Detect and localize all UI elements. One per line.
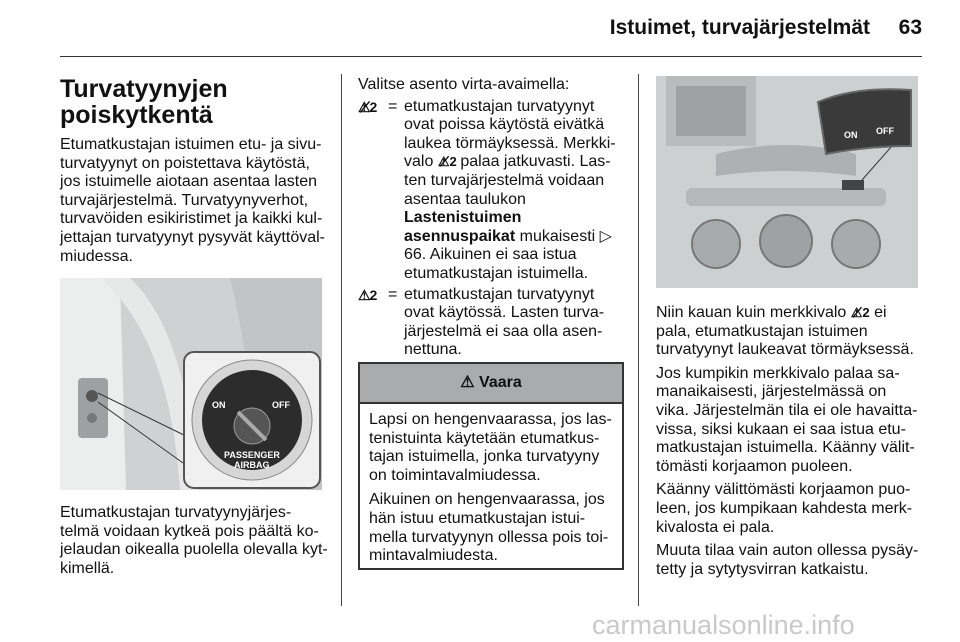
figure-label-passenger: PASSENGER — [224, 450, 280, 461]
indicator-paragraph — [656, 304, 922, 360]
column-3 — [656, 76, 922, 584]
warning-header — [360, 364, 622, 404]
page-reference[interactable]: 66 — [404, 246, 422, 264]
warning-box — [358, 362, 624, 570]
warning-title: Vaara — [479, 374, 522, 391]
column-divider-1 — [341, 74, 342, 606]
indicator-text-b: ei pala, etumatkustajan istuimen turvatyynyt laukeavat törmäyksessä. — [656, 304, 914, 359]
heading-line-1: Turvatyynyjen — [60, 75, 228, 103]
column-2 — [358, 76, 624, 362]
item-off-text-b: palaa jatkuvasti. Las-ten turvajärjestelmä voidaan asentaa taulukon — [404, 153, 611, 208]
heading-line-2: poiskytkentä — [60, 101, 213, 129]
warning-icon: ⚠ — [460, 374, 475, 391]
item-off-text-c: mukaisesti — [519, 227, 596, 245]
warning-paragraph-2: Aikuinen on hengenvaarassa, jos hän istuu etumatkustajan istui-mella turvatyynyn ollessa pois toi-mintavalmiudesta. — [369, 491, 609, 565]
dash-label-off: OFF — [876, 126, 894, 136]
airbag-off-icon: ⚠̸2 — [358, 98, 377, 115]
warning-body — [360, 404, 622, 566]
airbag-off-inline-icon: ⚠̸2 — [437, 154, 461, 170]
page-reference-arrow-icon: ▷ — [599, 227, 612, 245]
figure-label-airbag: AIRBAG — [234, 460, 270, 471]
warning-paragraph-1: Lapsi on hengenvaarassa, jos las-tenistuinta käytetään etumatkus-tajan istuimella, jonka turvatyyny on toimintavalmiudessa. — [369, 411, 612, 484]
change-status-paragraph: Muuta tilaa vain auton ollessa pysäy-tetty ja sytytysvirran katkaistu. — [656, 542, 919, 578]
watermark: carmanualsonline.info — [592, 610, 855, 640]
figure-caption: Etumatkustajan turvatyynyjärjes-telmä voidaan kytkeä pois päältä ko-jelaudan oikealla puolella olevalla kyt-kimellä. — [60, 504, 328, 577]
intro-paragraph: Etumatkustajan istuimen etu- ja sivu-turvatyynyt on poistettava käytöstä, jos istuimelle aiotaan asentaa lasten turvajärjestelmä. Turvatyynyverhot, turvavöiden esikiristimet ja kaikki kul-jettajan turvatyynyt pysyvät käyttöval-miudessa. — [60, 136, 325, 265]
item-on — [358, 286, 624, 360]
switch-illustration — [60, 278, 322, 490]
column-1 — [60, 76, 328, 584]
item-off-text-a: etumatkustajan turvatyynyt ovat poissa käytöstä eivätkä laukea törmäyksessä. Merkki-valo — [404, 97, 616, 171]
airbag-off-inline-icon: ⚠̸2 — [850, 305, 870, 320]
dashboard-illustration — [656, 76, 918, 288]
no-lights-paragraph: Käänny välittömästi korjaamon puo-leen, jos kumpikaan kahdesta merk-kivalosta ei pala. — [656, 481, 913, 536]
equals-sign: = — [388, 285, 398, 303]
figure-label-on: ON — [212, 400, 226, 411]
header-rule — [60, 56, 922, 57]
both-lights-paragraph: Jos kumpikin merkkivalo palaa sa-manaikaisesti, järjestelmässä on vika. Järjestelmän tila ei ole havaitta-vissa, siksi kukaan ei saa istua etu-matkustajan istuimella. Käänny välit-tömästi korjaamon puoleen. — [656, 364, 918, 475]
item-off — [358, 98, 624, 284]
item-off-text-d: . Aikuinen ei saa istua etumatkustajan istuimella. — [404, 246, 589, 282]
section-heading — [60, 76, 328, 128]
figure-label-off: OFF — [272, 400, 290, 411]
indicator-text-a: Niin kauan kuin merkkivalo — [656, 304, 847, 321]
select-position-text: Valitse asento virta-avaimella: — [358, 76, 570, 93]
airbag-on-icon: ⚠2 — [358, 286, 377, 303]
table-reference: Lastenistuimen asennuspaikat — [404, 209, 522, 245]
equals-sign: = — [388, 97, 398, 115]
page-number: 63 — [898, 16, 922, 39]
column-divider-2 — [638, 74, 639, 606]
dashboard-figure — [656, 76, 918, 288]
dash-label-on: ON — [844, 130, 858, 140]
item-on-text: etumatkustajan turvatyynyt ovat käytössä. Lasten turva-järjestelmä ei saa olla asen-nettuna. — [404, 285, 605, 359]
header-title: Istuimet, turvajärjestelmät — [609, 16, 870, 39]
switch-figure — [60, 278, 322, 490]
page-header — [0, 0, 960, 56]
